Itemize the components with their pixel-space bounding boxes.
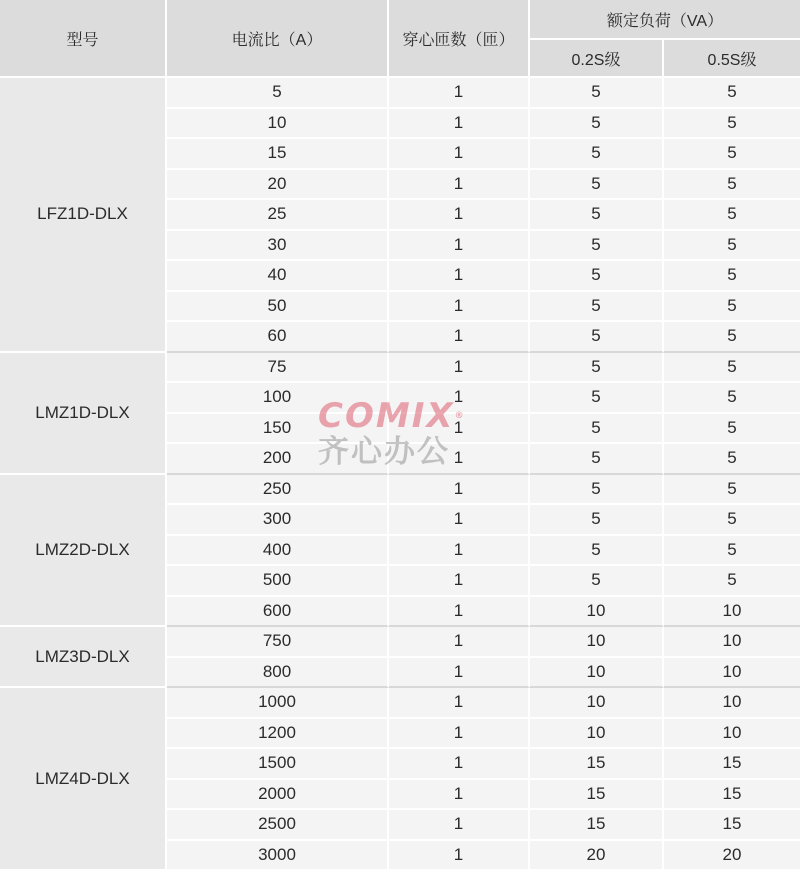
burden-05s-cell: 10 (664, 688, 800, 719)
turns-cell: 1 (389, 719, 530, 750)
burden-02s-cell: 5 (530, 200, 664, 231)
burden-05s-cell: 15 (664, 780, 800, 811)
turns-cell: 1 (389, 78, 530, 109)
current-ratio-cell: 300 (167, 505, 389, 536)
current-ratio-cell: 2000 (167, 780, 389, 811)
table-body (0, 78, 800, 871)
burden-05s-cell: 15 (664, 810, 800, 841)
burden-02s-cell: 5 (530, 109, 664, 140)
table-row (0, 78, 800, 109)
burden-05s-cell: 5 (664, 414, 800, 445)
current-ratio-cell: 800 (167, 658, 389, 689)
burden-02s-cell: 20 (530, 841, 664, 872)
burden-02s-cell: 5 (530, 139, 664, 170)
burden-02s-cell: 15 (530, 780, 664, 811)
current-ratio-cell: 75 (167, 353, 389, 384)
burden-05s-cell: 5 (664, 78, 800, 109)
burden-02s-cell: 10 (530, 688, 664, 719)
burden-05s-cell: 5 (664, 109, 800, 140)
current-ratio-cell: 5 (167, 78, 389, 109)
burden-02s-cell: 10 (530, 597, 664, 628)
current-ratio-cell: 10 (167, 109, 389, 140)
burden-05s-cell: 5 (664, 170, 800, 201)
burden-02s-cell: 5 (530, 566, 664, 597)
turns-cell: 1 (389, 627, 530, 658)
turns-cell: 1 (389, 566, 530, 597)
table-row (0, 688, 800, 719)
current-ratio-cell: 500 (167, 566, 389, 597)
current-ratio-cell: 100 (167, 383, 389, 414)
burden-05s-cell: 10 (664, 597, 800, 628)
current-ratio-cell: 50 (167, 292, 389, 323)
burden-05s-cell: 5 (664, 353, 800, 384)
burden-02s-cell: 5 (530, 505, 664, 536)
turns-cell: 1 (389, 444, 530, 475)
turns-cell: 1 (389, 170, 530, 201)
current-ratio-cell: 60 (167, 322, 389, 353)
burden-05s-cell: 5 (664, 261, 800, 292)
burden-02s-cell: 5 (530, 444, 664, 475)
header-turns: 穿心匝数（匝） (389, 0, 530, 78)
burden-05s-cell: 5 (664, 139, 800, 170)
model-cell: LFZ1D-DLX (0, 78, 167, 353)
current-ratio-cell: 15 (167, 139, 389, 170)
burden-05s-cell: 5 (664, 536, 800, 567)
burden-02s-cell: 5 (530, 536, 664, 567)
burden-02s-cell: 5 (530, 383, 664, 414)
header-rated-burden: 额定负荷（VA） (530, 0, 800, 40)
header-model: 型号 (0, 0, 167, 78)
turns-cell: 1 (389, 749, 530, 780)
turns-cell: 1 (389, 780, 530, 811)
table-row (0, 353, 800, 384)
current-ratio-cell: 400 (167, 536, 389, 567)
burden-05s-cell: 5 (664, 200, 800, 231)
turns-cell: 1 (389, 597, 530, 628)
burden-02s-cell: 5 (530, 78, 664, 109)
current-ratio-cell: 3000 (167, 841, 389, 872)
table-row (0, 627, 800, 658)
burden-02s-cell: 5 (530, 414, 664, 445)
table-row (0, 475, 800, 506)
burden-05s-cell: 5 (664, 231, 800, 262)
current-ratio-cell: 1500 (167, 749, 389, 780)
turns-cell: 1 (389, 200, 530, 231)
watermark-brand-cn: 齐心办公 (318, 434, 450, 470)
current-ratio-cell: 250 (167, 475, 389, 506)
turns-cell: 1 (389, 322, 530, 353)
burden-05s-cell: 5 (664, 566, 800, 597)
turns-cell: 1 (389, 658, 530, 689)
burden-02s-cell: 10 (530, 658, 664, 689)
burden-05s-cell: 10 (664, 719, 800, 750)
current-ratio-cell: 2500 (167, 810, 389, 841)
model-cell: LMZ2D-DLX (0, 475, 167, 628)
burden-05s-cell: 5 (664, 475, 800, 506)
table-header (0, 0, 800, 78)
current-ratio-cell: 150 (167, 414, 389, 445)
burden-02s-cell: 10 (530, 719, 664, 750)
current-ratio-cell: 25 (167, 200, 389, 231)
turns-cell: 1 (389, 231, 530, 262)
current-ratio-cell: 600 (167, 597, 389, 628)
turns-cell: 1 (389, 841, 530, 872)
turns-cell: 1 (389, 414, 530, 445)
model-cell: LMZ3D-DLX (0, 627, 167, 688)
burden-02s-cell: 10 (530, 627, 664, 658)
burden-05s-cell: 5 (664, 444, 800, 475)
current-ratio-cell: 40 (167, 261, 389, 292)
burden-05s-cell: 5 (664, 322, 800, 353)
current-ratio-cell: 30 (167, 231, 389, 262)
burden-05s-cell: 5 (664, 292, 800, 323)
turns-cell: 1 (389, 292, 530, 323)
current-ratio-cell: 750 (167, 627, 389, 658)
turns-cell: 1 (389, 383, 530, 414)
model-cell: LMZ1D-DLX (0, 353, 167, 475)
burden-05s-cell: 10 (664, 627, 800, 658)
turns-cell: 1 (389, 139, 530, 170)
burden-02s-cell: 5 (530, 353, 664, 384)
watermark-brand-en: COMIX® (318, 396, 466, 436)
current-ratio-cell: 1000 (167, 688, 389, 719)
current-ratio-cell: 200 (167, 444, 389, 475)
turns-cell: 1 (389, 475, 530, 506)
burden-05s-cell: 15 (664, 749, 800, 780)
model-cell: LMZ4D-DLX (0, 688, 167, 871)
header-class-05s: 0.5S级 (664, 40, 800, 78)
burden-05s-cell: 20 (664, 841, 800, 872)
burden-02s-cell: 5 (530, 261, 664, 292)
burden-02s-cell: 5 (530, 322, 664, 353)
burden-02s-cell: 5 (530, 231, 664, 262)
turns-cell: 1 (389, 688, 530, 719)
header-class-02s: 0.2S级 (530, 40, 664, 78)
burden-05s-cell: 5 (664, 383, 800, 414)
burden-02s-cell: 5 (530, 475, 664, 506)
turns-cell: 1 (389, 353, 530, 384)
burden-05s-cell: 5 (664, 505, 800, 536)
burden-05s-cell: 10 (664, 658, 800, 689)
burden-02s-cell: 15 (530, 749, 664, 780)
current-ratio-cell: 1200 (167, 719, 389, 750)
header-current-ratio: 电流比（A） (167, 0, 389, 78)
turns-cell: 1 (389, 536, 530, 567)
turns-cell: 1 (389, 505, 530, 536)
burden-02s-cell: 15 (530, 810, 664, 841)
burden-02s-cell: 5 (530, 292, 664, 323)
turns-cell: 1 (389, 109, 530, 140)
burden-02s-cell: 5 (530, 170, 664, 201)
turns-cell: 1 (389, 261, 530, 292)
current-ratio-cell: 20 (167, 170, 389, 201)
turns-cell: 1 (389, 810, 530, 841)
